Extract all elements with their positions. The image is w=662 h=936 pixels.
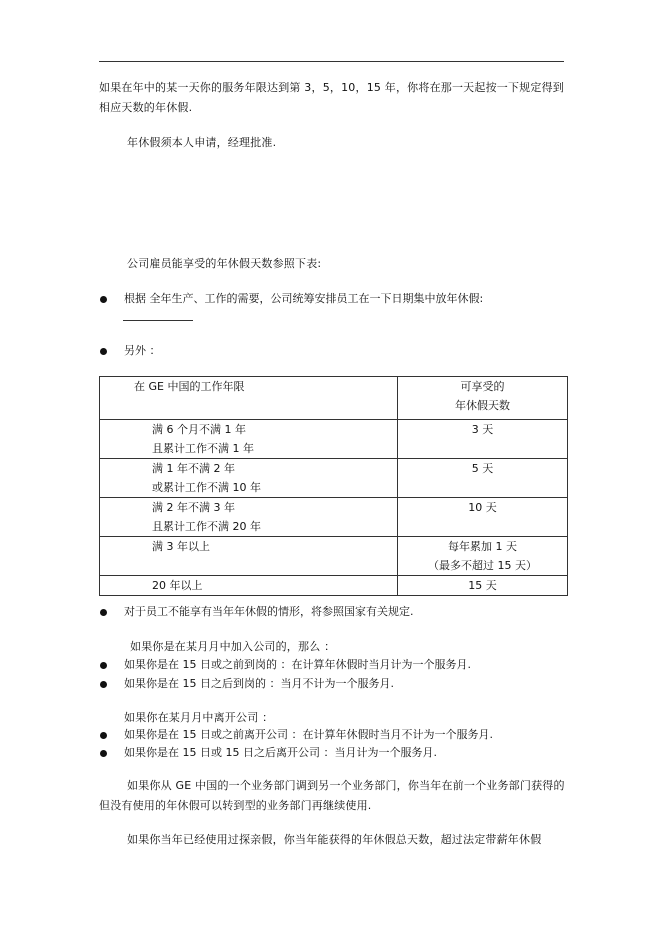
transfer-paragraph: 如果你从 GE 中国的一个业务部门调到另一个业务部门，你当年在前一个业务部门获得的但没有使用的年休假可以转到型的业务部门再继续使用. [99,779,565,812]
header-service-years: 在 GE 中国的工作年限 [100,377,398,420]
bullet-dot-icon [100,296,107,303]
bullet-not-entitled-text: 对于员工不能享有当年年休假的情形，将参照国家有关规定. [124,605,414,618]
approval-paragraph: 年休假须本人申请，经理批准. [127,136,277,149]
bullet-arrange-text: 根据 全年生产、工作的需要，公司统筹安排员工在一下日期集中放年休假: [124,292,484,305]
join-heading: 如果你是在某月月中加入公司的，那么 ： [130,640,336,653]
table-header-row [100,377,568,420]
table-intro-paragraph: 公司雇员能享受的年休假天数参照下表: [127,257,322,270]
last-paragraph: 如果你当年已经使用过探亲假，你当年能获得的年休假总天数，超过法定带薪年休假 [127,833,542,846]
document-page: 如果在年中的某一天你的服务年限达到第 3，5，10，15 年，你将在那一天起按一下规定得到相应天数的年休假. 年休假须本人申请，经理批准. 公司雇员能享受的年休假天数参照下表: 根据 全年生产、工作的需要，公司统筹安排员工在一下日期集中放年休假: 另外 ： 在 GE 中国的工作年限 可享受的 年休假天数 满 6 个月不满 1 年 且累计工作不满 1 年 3 天 满 1 年不满 2 年 或累计工作不满 10 年 5 天 满 2 年不满 3 年 且累计工作不满 20 年 10 天 满 3 年以上 每年累加 1 天 （最多不超过 15 天） 20 年以上 15 天 对于员工不能享有当年年休假的情形，将参照国家有关规定. 如果你是在某月月中加入公司的，那么 ： 如果你是在 15 日或之前到岗的 ：在计算年休假时当月计为一个服务月. 如果你是在 15 日之后到岗的 ：当月不计为一个服务月. 如果你在某月月中离开公司 ： 如果你是在 15 日或之前离开公司 ：在计算年休假时当月不计为一个服务月. 如果你是在 15 日或 15 日之后离开公司 ：当月计为一个服务月. 如果你从 GE 中国的一个业务部门调到另一个业务部门，你当年在前一个业务部门获得的但没有使用的年休假可以转到型的业务部门再继续使用. 如果你当年已经使用过探亲假，你当年能获得的年休假总天数，超过法定带薪年休假 [0,0,662,936]
intro-paragraph: 如果在年中的某一天你的服务年限达到第 3，5，10，15 年，你将在那一天起按一下规定得到相应天数的年休假. [99,81,564,114]
bullet-dot-icon [100,681,107,688]
bullet-dot-icon [100,750,107,757]
leave-days-table [99,376,568,596]
bullet-dot-icon [100,348,107,355]
fill-in-blank-line [123,320,193,321]
table-row: 满 1 年不满 2 年 或累计工作不满 10 年 5 天 [100,459,568,498]
leave-heading: 如果你在某月月中离开公司 ： [124,711,274,724]
table-row: 满 2 年不满 3 年 且累计工作不满 20 年 10 天 [100,498,568,537]
bullet-also-text: 另外 ： [124,344,161,357]
table-row: 满 6 个月不满 1 年 且累计工作不满 1 年 3 天 [100,420,568,459]
bullet-dot-icon [100,732,107,739]
bullet-dot-icon [100,609,107,616]
bullet-dot-icon [100,662,107,669]
table-row: 满 3 年以上 每年累加 1 天 （最多不超过 15 天） [100,537,568,576]
header-leave-days: 可享受的 年休假天数 [398,377,568,420]
table-row: 20 年以上 15 天 [100,576,568,596]
header-rule [99,61,564,62]
